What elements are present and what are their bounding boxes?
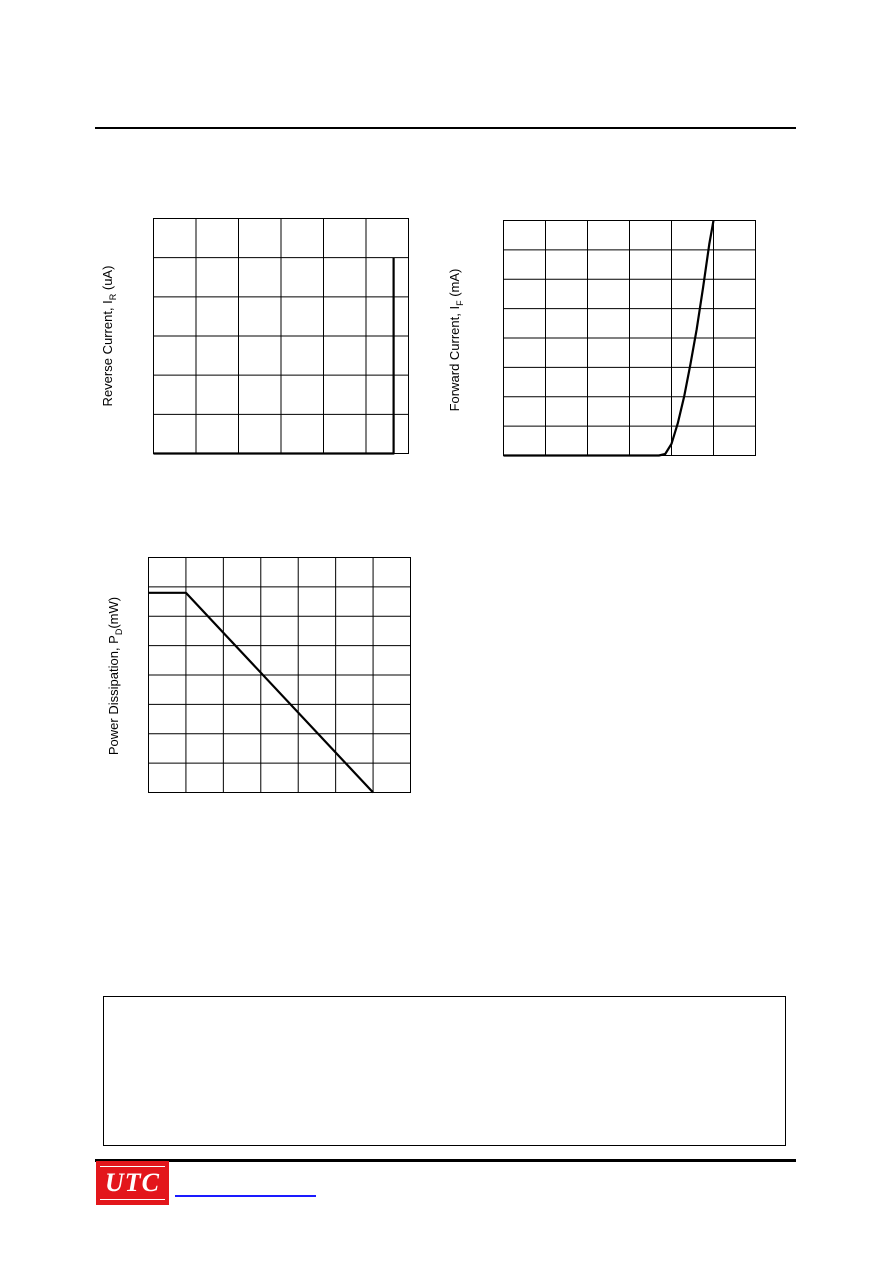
- forward-current-ylabel: Forward Current, $I_F$ (mA): [447, 268, 465, 412]
- notice-box: [103, 996, 786, 1146]
- footer-rule: [95, 1159, 796, 1162]
- logo-frame: [100, 1166, 165, 1200]
- series-line: [154, 258, 394, 454]
- power-dissipation-chart: [148, 557, 411, 793]
- reverse-current-ylabel: Reverse Current, $I_R$ (uA): [100, 265, 118, 407]
- website-link[interactable]: [175, 1195, 316, 1197]
- header-rule: [95, 127, 796, 129]
- logo-text: UTC: [105, 1168, 160, 1197]
- power-dissipation-ylabel: Power Dissipation, $P_D(mW)$: [106, 596, 124, 756]
- forward-current-chart: [503, 220, 756, 456]
- utc-logo: [96, 1161, 169, 1205]
- reverse-current-chart: [153, 218, 409, 454]
